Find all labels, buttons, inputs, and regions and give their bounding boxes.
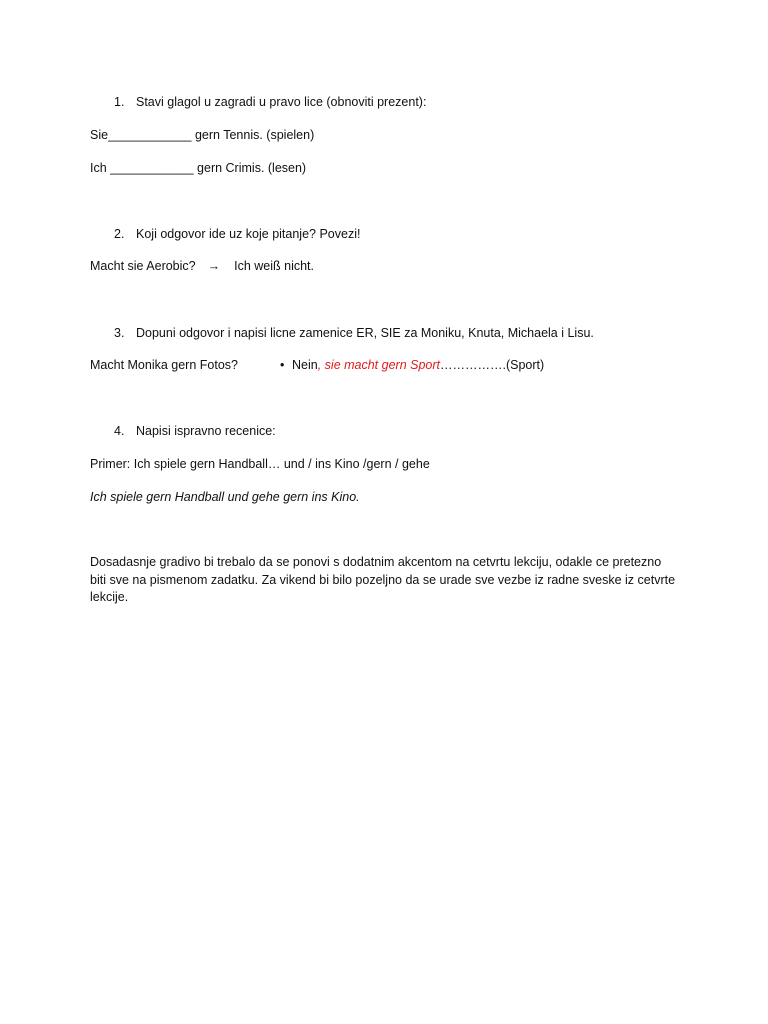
task-1-line-1: Sie____________ gern Tennis. (spielen) — [90, 128, 315, 142]
task-2-heading-text: Koji odgovor ide uz koje pitanje? Povezi! — [136, 227, 361, 241]
task-4-heading — [114, 423, 276, 439]
task-2-heading — [114, 226, 360, 242]
task-1-number: 1. — [114, 95, 125, 109]
task-4-solution: Ich spiele gern Handball und gehe gern ins Kino. — [90, 490, 360, 504]
task-2-question: Macht sie Aerobic? — [90, 259, 196, 273]
task-3-number: 3. — [114, 326, 125, 340]
task-2-line — [90, 258, 314, 274]
task-4-heading-text: Napisi ispravno recenice: — [136, 424, 276, 438]
task-1-line-2: Ich ____________ gern Crimis. (lesen) — [90, 161, 307, 175]
task-4-number: 4. — [114, 424, 125, 438]
task-2-number: 2. — [114, 227, 125, 241]
task-3-line — [90, 357, 544, 373]
task-1-heading-text: Stavi glagol u zagradi u pravo lice (obnoviti prezent): — [136, 95, 427, 109]
task-3-heading-text: Dopuni odgovor i napisi licne zamenice ER, SIE za Moniku, Knuta, Michaela i Lisu. — [136, 326, 594, 340]
task-3-answer-example: , sie macht gern Sport — [317, 358, 440, 372]
homework-note: Dosadasnje gradivo bi trebalo da se ponovi s dodatnim akcentom na cetvrtu lekciju, odakle ce pretezno biti sve na pismenom zadatku. Za vikend bi bilo pozeljno da se urade sve vezbe iz radne sveske iz cetvrte lekcije. — [90, 555, 676, 604]
task-3-answer-suffix: …………….(Sport) — [440, 358, 545, 372]
task-2-answer: Ich weiß nicht. — [234, 259, 314, 273]
arrow-right-icon: → — [207, 259, 221, 273]
bullet-icon: • — [280, 358, 285, 372]
task-4-example: Primer: Ich spiele gern Handball… und / ins Kino /gern / gehe — [90, 457, 430, 471]
task-1-heading — [114, 94, 426, 110]
task-3-answer-prefix: Nein — [292, 358, 318, 372]
task-3-heading — [114, 325, 594, 341]
task-3-question: Macht Monika gern Fotos? — [90, 358, 238, 372]
